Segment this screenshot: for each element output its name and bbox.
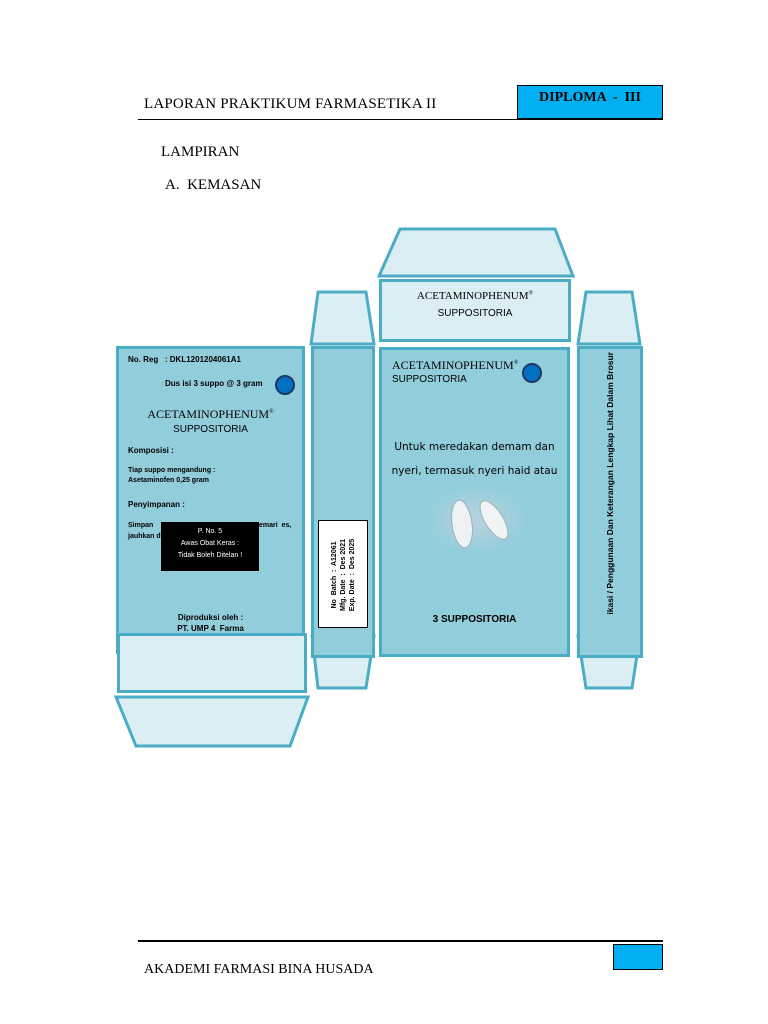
narrow-side-panel bbox=[311, 346, 375, 658]
storage-text-line-2: jauhkan d bbox=[128, 533, 161, 540]
diploma-badge-label: DIPLOMA - III bbox=[539, 90, 641, 105]
storage-label: Penyimpanan : bbox=[128, 500, 185, 509]
warning-line-3: Tidak Boleh Ditelan ! bbox=[177, 552, 243, 559]
front-dosage-form: SUPPOSITORIA bbox=[392, 374, 467, 385]
hard-drug-warning-box bbox=[161, 522, 259, 571]
producer-label: Diproduksi oleh : bbox=[177, 613, 244, 622]
expiry-date: Exp. Date : Des 2025 bbox=[349, 538, 356, 612]
footer-rule bbox=[138, 940, 663, 942]
top-lid-dosage-form: SUPPOSITORIA bbox=[437, 308, 513, 319]
top-tuck-flap bbox=[379, 229, 573, 276]
storage-text-end: emari es, bbox=[259, 522, 292, 529]
manufacture-date: Mfg. Date : Des 2021 bbox=[340, 539, 347, 611]
indication-line-1: Untuk meredakan demam dan bbox=[394, 441, 555, 453]
right-side-panel bbox=[577, 346, 643, 658]
top-side-flap-left bbox=[311, 292, 374, 344]
warning-line-1: P. No. 5 bbox=[197, 528, 223, 535]
brochure-notice: ikasi / Penggunaan Dan Keterangan Lengkap Lihat Dalam Brosur bbox=[605, 352, 615, 615]
back-info-panel bbox=[116, 346, 305, 654]
suppository-count: 3 SUPPOSITORIA bbox=[432, 614, 517, 625]
registered-mark: ® bbox=[513, 360, 519, 366]
package-contents: Dus isi 3 suppo @ 3 gram bbox=[165, 379, 263, 388]
composition-line-2: Asetaminofen 0,25 gram bbox=[128, 477, 209, 484]
storage-text-start: Simpan bbox=[128, 522, 154, 529]
top-lid-panel bbox=[379, 279, 571, 342]
producer-name: PT. UMP 4 Farma bbox=[177, 624, 244, 633]
back-product-name: ACETAMINOPHENUM® bbox=[147, 407, 274, 421]
bottom-tuck-flap bbox=[116, 697, 308, 746]
blue-circle-marker bbox=[522, 363, 542, 383]
composition-line-1: Tiap suppo mengandung : bbox=[128, 467, 216, 474]
footer-title: AKADEMI FARMASI BINA HUSADA bbox=[144, 962, 374, 977]
footer-blue-box bbox=[613, 944, 663, 970]
batch-number: No Batch : A12061 bbox=[331, 541, 338, 609]
section-heading: LAMPIRAN bbox=[161, 144, 240, 160]
back-dosage-form: SUPPOSITORIA bbox=[173, 424, 248, 435]
batch-info-box bbox=[318, 520, 368, 628]
front-panel bbox=[379, 347, 570, 657]
suppository-image bbox=[432, 490, 522, 550]
section-subheading: A. KEMASAN bbox=[165, 177, 262, 193]
composition-label: Komposisi : bbox=[128, 446, 174, 455]
top-side-flap-right bbox=[578, 292, 640, 344]
top-lid-product-name: ACETAMINOPHENUM® bbox=[416, 290, 534, 302]
blue-circle-marker bbox=[275, 375, 295, 395]
page-header-title: LAPORAN PRAKTIKUM FARMASETIKA II bbox=[144, 96, 437, 112]
registered-mark: ® bbox=[269, 409, 274, 415]
batch-info-text bbox=[330, 521, 358, 628]
front-product-name: ACETAMINOPHENUM® bbox=[392, 358, 519, 372]
indication-line-2: nyeri, termasuk nyeri haid atau bbox=[391, 465, 558, 477]
registered-mark: ® bbox=[528, 290, 534, 297]
registration-number: No. Reg : DKL1201204061A1 bbox=[128, 355, 241, 364]
warning-line-2: Awas Obat Keras : bbox=[180, 540, 240, 547]
bottom-dust-flap bbox=[117, 633, 307, 693]
